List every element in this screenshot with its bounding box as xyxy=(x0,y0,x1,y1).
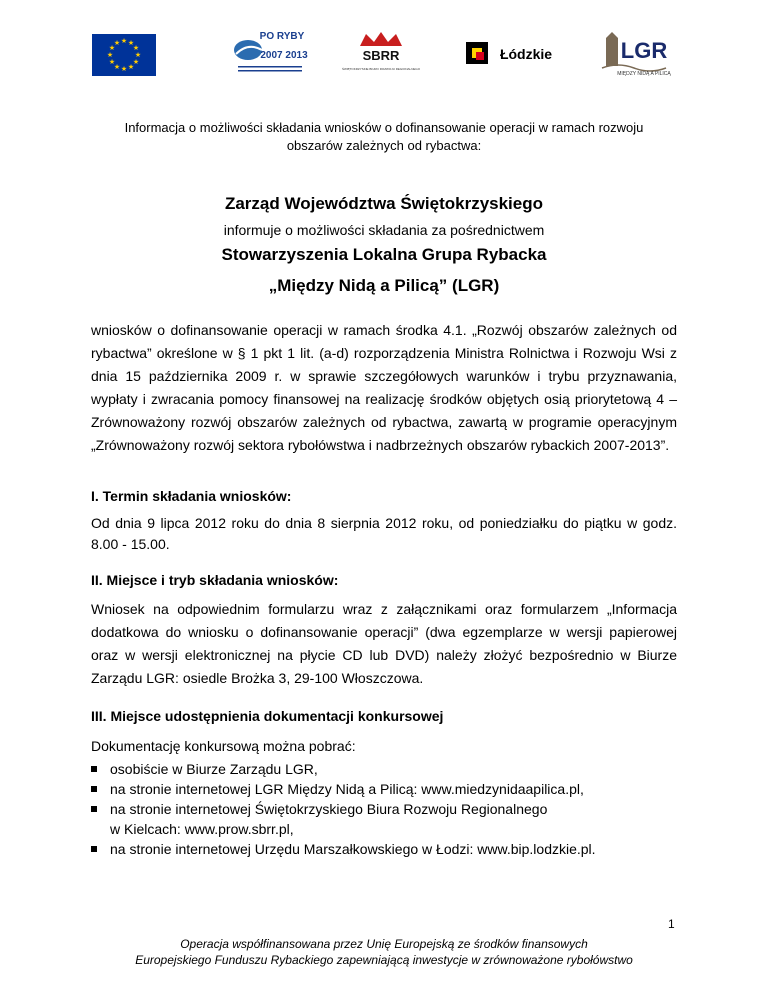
heading-informuje: informuje o możliwości składania za pośrednictwem xyxy=(223,222,545,238)
paragraph-intro: wniosków o dofinansowanie operacji w ramach środka 4.1. „Rozwój obszarów zależnych od rybactwa” określone w § 1 pkt 1 lit. (a-d) rozporządzenia Ministra Rolnictwa i Rozwoju Wsi z dnia 15 października 2009 r. w sprawie szczegółowych warunków i trybu przyznawania, wypłaty i zwracania pomocy finansowej na realizację środków objętych osią priorytetową 4 – Zrównoważony rozwój obszarów zależnych od rybactwa, zawartą w programie operacyjnym „Zrównoważony rozwój sektora rybołówstwa i nadbrzeżnych obszarów rybackich 2007-2013”. xyxy=(91,322,677,453)
svg-text:★: ★ xyxy=(113,39,121,47)
logo-bar xyxy=(0,28,768,78)
sbrr-logo xyxy=(341,28,421,78)
list-item: na stronie internetowej LGR Między Nidą a Pilicą: www.miedzynidaapilica.pl, xyxy=(91,779,691,799)
heading-stowarzyszenie: Stowarzyszenia Lokalna Grupa Rybacka xyxy=(221,245,547,264)
section-2-title: II. Miejsce i tryb składania wniosków: xyxy=(91,572,339,588)
svg-text:★: ★ xyxy=(134,51,142,59)
svg-text:Łódzkie: Łódzkie xyxy=(499,46,553,62)
intro-line-2: obszarów zależnych od rybactwa: xyxy=(286,138,482,153)
footer-line-1: Operacja współfinansowana przez Unię Europejską ze środków finansowych xyxy=(180,937,588,951)
section-3-title: III. Miejsce udostępnienia dokumentacji konkursowej xyxy=(91,708,444,724)
svg-text:2007 2013: 2007 2013 xyxy=(260,50,308,61)
heading-miedzy-nida: „Między Nidą a Pilicą” (LGR) xyxy=(268,276,500,295)
list-item-continuation: w Kielcach: www.prow.sbrr.pl, xyxy=(110,821,294,837)
svg-text:★: ★ xyxy=(132,58,140,66)
svg-text:LGR: LGR xyxy=(620,38,668,63)
list-item: na stronie internetowej Świętokrzyskiego Biura Rozwoju Regionalnego xyxy=(91,799,691,819)
po-ryby-logo xyxy=(230,28,310,78)
svg-text:★: ★ xyxy=(113,63,121,71)
list-item: osobiście w Biurze Zarządu LGR, xyxy=(91,759,691,779)
svg-text:SBRR: SBRR xyxy=(362,48,400,63)
heading-zarzad: Zarząd Województwa Świętokrzyskiego xyxy=(224,194,544,213)
eu-stars-icon xyxy=(92,34,156,76)
svg-text:★: ★ xyxy=(132,44,140,52)
lodzkie-logo xyxy=(466,38,564,68)
svg-text:★: ★ xyxy=(120,65,128,73)
intro-text xyxy=(80,119,688,155)
lgr-logo xyxy=(598,28,678,78)
svg-text:★: ★ xyxy=(127,39,135,47)
svg-text:MIĘDZY NIDĄ A PILICĄ: MIĘDZY NIDĄ A PILICĄ xyxy=(617,71,671,77)
list-item: na stronie internetowej Urzędu Marszałkowskiego w Łodzi: www.bip.lodzkie.pl. xyxy=(91,839,691,859)
svg-text:★: ★ xyxy=(108,58,116,66)
eu-flag-logo xyxy=(92,34,156,76)
svg-text:★: ★ xyxy=(106,51,114,59)
documentation-list xyxy=(91,759,691,859)
svg-text:★: ★ xyxy=(108,44,116,52)
paragraph-dokumentacja: Dokumentację konkursową można pobrać: xyxy=(91,738,356,754)
intro-line-1: Informacja o możliwości składania wniosków o dofinansowanie operacji w ramach rozwoju xyxy=(124,120,644,135)
svg-text:★: ★ xyxy=(127,63,135,71)
paragraph-miejsce: Wniosek na odpowiednim formularzu wraz z załącznikami oraz formularzem „Informacja dodatkowa do wniosku o dofinansowanie operacji” (dwa egzemplarze w wersji papierowej oraz w wersji elektronicznej na płycie CD lub DVD) należy złożyć bezpośrednio w Biurze Zarządu LGR: osiedle Brożka 3, 29-100 Włoszczowa. xyxy=(91,601,677,686)
footer-line-2: Europejskiego Funduszu Rybackiego zapewniającą inwestycje w zrównoważone rybołówstwo xyxy=(135,953,633,967)
paragraph-termin: Od dnia 9 lipca 2012 roku do dnia 8 sierpnia 2012 roku, od poniedziałku do piątku w godz. 8.00 - 15.00. xyxy=(91,515,677,552)
section-1-title: I. Termin składania wniosków: xyxy=(91,488,292,504)
page-number: 1 xyxy=(668,917,675,931)
bullet-icon xyxy=(91,766,97,772)
svg-text:PO RYBY: PO RYBY xyxy=(259,31,305,42)
bullet-icon xyxy=(91,806,97,812)
footer-note xyxy=(0,936,768,968)
bullet-icon xyxy=(91,786,97,792)
bullet-icon xyxy=(91,846,97,852)
svg-text:★: ★ xyxy=(120,37,128,45)
svg-text:ŚWIĘTOKRZYSKIE BIURO ROZWOJU R: ŚWIĘTOKRZYSKIE BIURO ROZWOJU REGIONALNEGO xyxy=(341,67,421,71)
